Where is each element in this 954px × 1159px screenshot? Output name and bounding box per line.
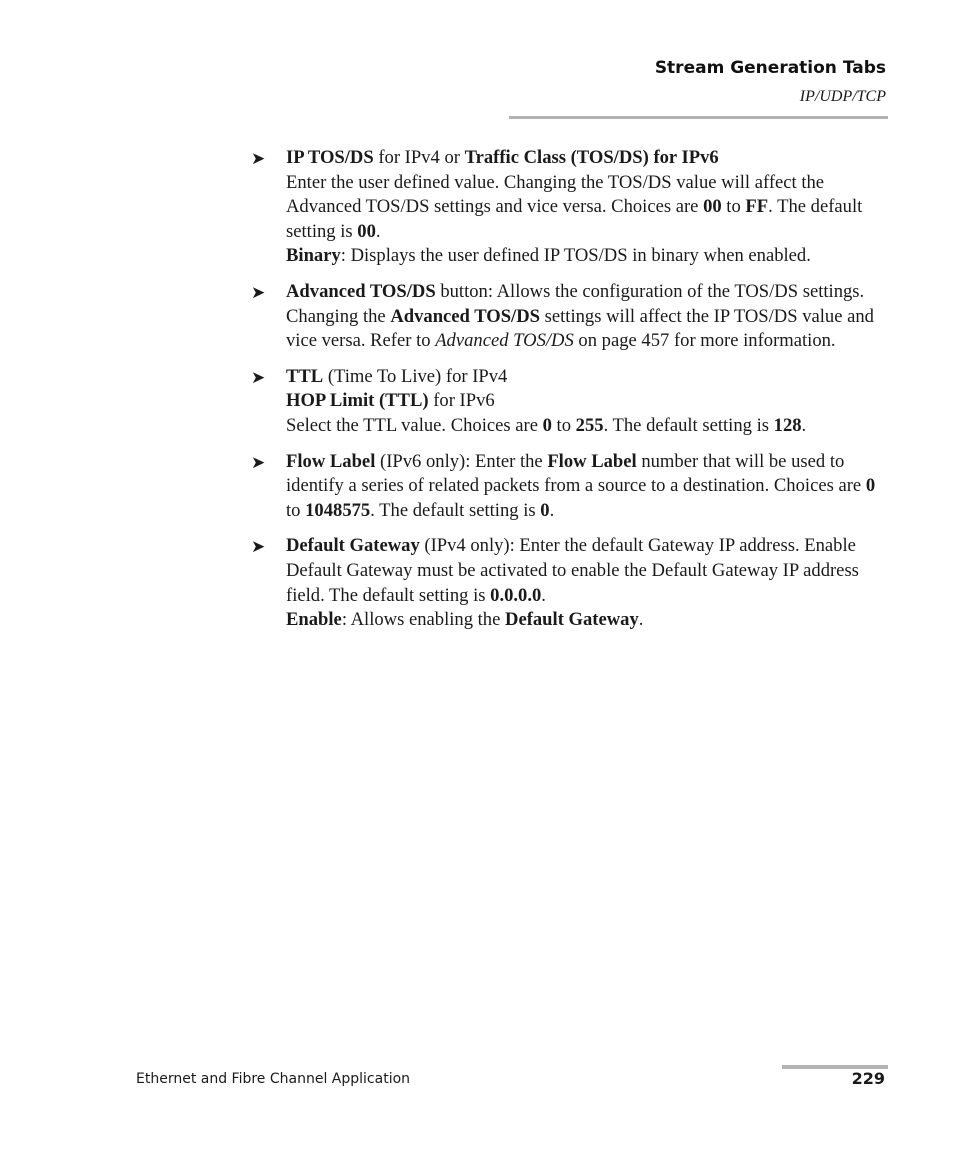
section-title: Stream Generation Tabs — [654, 58, 886, 78]
bullet-description: Flow Label (IPv6 only): Enter the Flow Label number that will be used to identify a series of related packets from a source to a destination. Choices are 0 to 1048575. The default setting is 0. — [286, 450, 876, 521]
bullet-description: Enter the user defined value. Changing the TOS/DS value will affect the Advanced TOS/DS settings and vice versa. Choices are 00 to FF. The default setting is 00. — [286, 171, 863, 242]
page-number: 229 — [851, 1069, 885, 1088]
arrow-bullet-icon: ➤ — [251, 537, 266, 558]
footer-manual-title: Ethernet and Fibre Channel Application — [136, 1071, 411, 1087]
bullet-ttl — [251, 365, 886, 439]
cross-reference-link[interactable]: Advanced TOS/DS — [435, 330, 574, 352]
arrow-bullet-icon: ➤ — [251, 452, 266, 473]
arrow-bullet-icon: ➤ — [251, 367, 266, 388]
sub-item-enable: Enable: Allows enabling the Default Gateway. — [286, 609, 644, 631]
bullet-heading: TTL (Time To Live) for IPv4 — [286, 365, 508, 387]
header-divider — [509, 116, 888, 119]
bullet-heading-2: HOP Limit (TTL) for IPv6 — [286, 390, 495, 412]
arrow-bullet-icon: ➤ — [251, 149, 266, 169]
bullet-advanced-tos — [251, 280, 886, 354]
bullet-description: Select the TTL value. Choices are 0 to 255. The default setting is 128. — [286, 414, 807, 436]
bullet-heading: IP TOS/DS for IPv4 or Traffic Class (TOS/DS) for IPv6 — [286, 147, 719, 168]
bullet-default-gateway — [251, 534, 886, 632]
sub-item-binary: Binary: Displays the user defined IP TOS/DS in binary when enabled. — [286, 245, 811, 267]
section-subtitle: IP/UDP/TCP — [799, 88, 886, 105]
bullet-ip-tos — [251, 146, 886, 269]
arrow-bullet-icon: ➤ — [251, 282, 266, 303]
bullet-flow-label — [251, 450, 886, 524]
bullet-description: Default Gateway (IPv4 only): Enter the default Gateway IP address. Enable Default Gateway must be activated to enable the Default Gateway IP address field. The default setting is 0.0.0.0. — [286, 535, 859, 606]
bullet-description: Advanced TOS/DS button: Allows the configuration of the TOS/DS settings. Changing the Advanced TOS/DS settings will affect the IP TOS/DS value and vice versa. Refer to Advanced TOS/DS on page 457 for more information. — [286, 280, 874, 352]
bullet-list — [251, 146, 886, 644]
